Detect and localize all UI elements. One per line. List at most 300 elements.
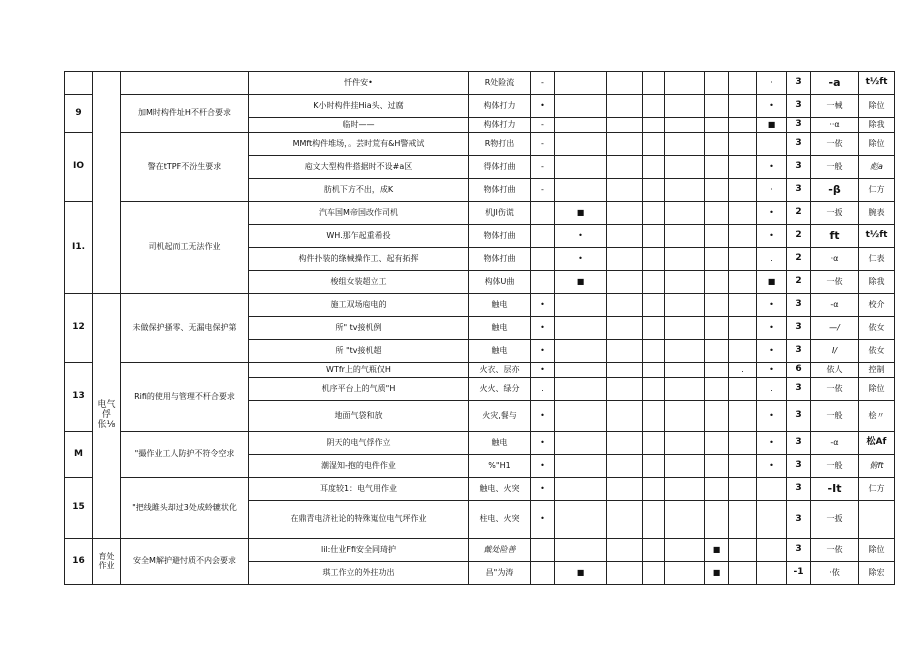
mark-cell bbox=[729, 271, 757, 294]
mark-cell bbox=[607, 156, 643, 179]
mark-cell bbox=[665, 562, 705, 585]
hazard-cell: 加M时构件址H不杆合要求 bbox=[121, 95, 249, 133]
category-cell bbox=[93, 72, 121, 294]
cause-cell: 阴天的电气俘作立 bbox=[249, 432, 469, 455]
mark-cell bbox=[665, 478, 705, 501]
table-row bbox=[65, 294, 895, 317]
mark-cell bbox=[705, 248, 729, 271]
mark-cell bbox=[705, 363, 729, 378]
mark-cell bbox=[643, 72, 665, 95]
cause-cell: 琪工作立的外拄功出 bbox=[249, 562, 469, 585]
mark-cell bbox=[665, 432, 705, 455]
mark-cell bbox=[665, 248, 705, 271]
accident-type-cell: 触电 bbox=[469, 294, 531, 317]
cause-cell: 地面气袋和放 bbox=[249, 401, 469, 432]
mark-cell bbox=[555, 363, 607, 378]
mark-cell: - bbox=[531, 156, 555, 179]
mark-cell: • bbox=[757, 401, 787, 432]
mark-cell bbox=[729, 317, 757, 340]
mark-cell: · bbox=[757, 72, 787, 95]
mark-cell bbox=[643, 401, 665, 432]
mark-cell bbox=[729, 95, 757, 118]
mark-cell: ■ bbox=[555, 271, 607, 294]
mark-cell bbox=[643, 202, 665, 225]
level-cell: -1 bbox=[787, 562, 811, 585]
class-cell: 一械 bbox=[811, 95, 859, 118]
mark-cell bbox=[643, 248, 665, 271]
mark-cell: • bbox=[555, 248, 607, 271]
mark-cell: • bbox=[531, 317, 555, 340]
mark-cell: • bbox=[531, 401, 555, 432]
mark-cell bbox=[607, 225, 643, 248]
cause-cell: 耳度较1：电气用作业 bbox=[249, 478, 469, 501]
level-cell: 3 bbox=[787, 378, 811, 401]
class-cell: 一扳 bbox=[811, 501, 859, 539]
hazard-cell bbox=[121, 72, 249, 95]
mark-cell: ■ bbox=[757, 271, 787, 294]
accident-type-cell: 构体打力 bbox=[469, 118, 531, 133]
level-cell: 3 bbox=[787, 156, 811, 179]
mark-cell: - bbox=[531, 179, 555, 202]
mark-cell bbox=[555, 156, 607, 179]
mark-cell bbox=[729, 225, 757, 248]
mark-cell bbox=[729, 340, 757, 363]
table-row bbox=[65, 95, 895, 118]
mark-cell bbox=[729, 118, 757, 133]
class-cell: 一依 bbox=[811, 539, 859, 562]
mark-cell bbox=[665, 363, 705, 378]
mark-cell bbox=[555, 539, 607, 562]
level-cell: 3 bbox=[787, 340, 811, 363]
control-cell: 除位 bbox=[859, 95, 895, 118]
class-cell: 一般 bbox=[811, 401, 859, 432]
mark-cell: • bbox=[757, 363, 787, 378]
table-row bbox=[65, 202, 895, 225]
mark-cell: • bbox=[757, 202, 787, 225]
class-cell: 一依 bbox=[811, 378, 859, 401]
mark-cell bbox=[665, 539, 705, 562]
mark-cell: • bbox=[757, 95, 787, 118]
cause-cell: 机序平台上的气质"H bbox=[249, 378, 469, 401]
mark-cell bbox=[555, 133, 607, 156]
control-cell: 除位 bbox=[859, 378, 895, 401]
mark-cell bbox=[531, 225, 555, 248]
mark-cell bbox=[705, 225, 729, 248]
level-cell: 3 bbox=[787, 72, 811, 95]
mark-cell: . bbox=[757, 248, 787, 271]
item-number: I1. bbox=[65, 202, 93, 294]
level-cell: 2 bbox=[787, 225, 811, 248]
mark-cell: ■ bbox=[555, 202, 607, 225]
mark-cell bbox=[729, 248, 757, 271]
mark-cell: • bbox=[531, 340, 555, 363]
mark-cell bbox=[757, 501, 787, 539]
accident-type-cell: 火灾,餐与 bbox=[469, 401, 531, 432]
level-cell: 6 bbox=[787, 363, 811, 378]
class-cell: ·依 bbox=[811, 562, 859, 585]
level-cell: 3 bbox=[787, 133, 811, 156]
control-cell: 依女 bbox=[859, 317, 895, 340]
mark-cell bbox=[555, 501, 607, 539]
mark-cell bbox=[607, 432, 643, 455]
mark-cell bbox=[705, 179, 729, 202]
mark-cell bbox=[665, 501, 705, 539]
mark-cell bbox=[729, 539, 757, 562]
mark-cell bbox=[643, 562, 665, 585]
table-row bbox=[65, 432, 895, 455]
mark-cell bbox=[607, 271, 643, 294]
mark-cell bbox=[531, 539, 555, 562]
mark-cell bbox=[705, 202, 729, 225]
level-cell: 3 bbox=[787, 401, 811, 432]
mark-cell bbox=[665, 271, 705, 294]
mark-cell bbox=[555, 317, 607, 340]
control-cell: t½ft bbox=[859, 225, 895, 248]
table-row bbox=[65, 133, 895, 156]
accident-type-cell: 触电、火突 bbox=[469, 478, 531, 501]
mark-cell bbox=[729, 133, 757, 156]
cause-cell: 潮湿知-抱的电件作业 bbox=[249, 455, 469, 478]
mark-cell bbox=[555, 118, 607, 133]
accident-type-cell: 机JI伤谎 bbox=[469, 202, 531, 225]
accident-type-cell: 物体打曲 bbox=[469, 248, 531, 271]
control-cell: 除宏 bbox=[859, 562, 895, 585]
mark-cell bbox=[643, 501, 665, 539]
cause-cell: 在鼎青电济社论的特殊嵬位电气坪作业 bbox=[249, 501, 469, 539]
mark-cell bbox=[607, 294, 643, 317]
mark-cell bbox=[643, 156, 665, 179]
mark-cell: • bbox=[757, 340, 787, 363]
level-cell: 2 bbox=[787, 248, 811, 271]
level-cell: 3 bbox=[787, 501, 811, 539]
level-cell: 3 bbox=[787, 317, 811, 340]
category-cell: 电气俘 伥⅛ bbox=[93, 294, 121, 539]
mark-cell bbox=[705, 156, 729, 179]
cause-cell: 庖文大型构件搭据时不设#a区 bbox=[249, 156, 469, 179]
mark-cell bbox=[705, 401, 729, 432]
mark-cell bbox=[705, 95, 729, 118]
mark-cell bbox=[607, 133, 643, 156]
mark-cell bbox=[643, 539, 665, 562]
mark-cell bbox=[555, 179, 607, 202]
mark-cell bbox=[643, 432, 665, 455]
mark-cell: • bbox=[757, 156, 787, 179]
level-cell: 3 bbox=[787, 539, 811, 562]
class-cell: 一般 bbox=[811, 156, 859, 179]
accident-type-cell: 构体打力 bbox=[469, 95, 531, 118]
level-cell: 3 bbox=[787, 95, 811, 118]
mark-cell bbox=[607, 72, 643, 95]
accident-type-cell: 触电 bbox=[469, 340, 531, 363]
mark-cell bbox=[643, 455, 665, 478]
cause-cell: 所" tv接机例 bbox=[249, 317, 469, 340]
level-cell: 3 bbox=[787, 432, 811, 455]
cause-cell: WTfr上的气瓶仅H bbox=[249, 363, 469, 378]
mark-cell bbox=[729, 156, 757, 179]
mark-cell bbox=[665, 225, 705, 248]
mark-cell bbox=[643, 225, 665, 248]
mark-cell: • bbox=[531, 432, 555, 455]
mark-cell bbox=[555, 455, 607, 478]
mark-cell: • bbox=[555, 225, 607, 248]
mark-cell bbox=[607, 401, 643, 432]
mark-cell bbox=[643, 271, 665, 294]
accident-type-cell: 柱电、火突 bbox=[469, 501, 531, 539]
mark-cell bbox=[607, 179, 643, 202]
class-cell: I/ bbox=[811, 340, 859, 363]
accident-type-cell: 触电 bbox=[469, 317, 531, 340]
mark-cell bbox=[729, 455, 757, 478]
control-cell: 除位 bbox=[859, 539, 895, 562]
mark-cell bbox=[705, 378, 729, 401]
mark-cell bbox=[607, 118, 643, 133]
mark-cell: ■ bbox=[705, 562, 729, 585]
mark-cell bbox=[555, 401, 607, 432]
level-cell: 2 bbox=[787, 202, 811, 225]
item-number bbox=[65, 72, 93, 95]
mark-cell bbox=[607, 95, 643, 118]
mark-cell bbox=[607, 248, 643, 271]
control-cell: 依女 bbox=[859, 340, 895, 363]
control-cell: t½ft bbox=[859, 72, 895, 95]
mark-cell bbox=[665, 72, 705, 95]
hazard-cell: "把线雎头却过3处成蛉辘状化 bbox=[121, 478, 249, 539]
class-cell: ·α bbox=[811, 248, 859, 271]
mark-cell: . bbox=[729, 363, 757, 378]
class-cell: 一扳 bbox=[811, 202, 859, 225]
mark-cell bbox=[757, 539, 787, 562]
mark-cell: • bbox=[757, 294, 787, 317]
cause-cell: 施工双场庖电的 bbox=[249, 294, 469, 317]
class-cell: -α bbox=[811, 294, 859, 317]
mark-cell bbox=[643, 118, 665, 133]
level-cell: 3 bbox=[787, 179, 811, 202]
level-cell: 3 bbox=[787, 478, 811, 501]
mark-cell: - bbox=[531, 133, 555, 156]
accident-type-cell: 昌"为涛 bbox=[469, 562, 531, 585]
class-cell: 依人 bbox=[811, 363, 859, 378]
mark-cell bbox=[607, 455, 643, 478]
accident-type-cell: %"H1 bbox=[469, 455, 531, 478]
level-cell: 3 bbox=[787, 294, 811, 317]
mark-cell bbox=[729, 72, 757, 95]
mark-cell bbox=[555, 478, 607, 501]
mark-cell bbox=[555, 294, 607, 317]
mark-cell bbox=[705, 72, 729, 95]
mark-cell bbox=[757, 133, 787, 156]
mark-cell bbox=[729, 562, 757, 585]
table-row bbox=[65, 363, 895, 378]
mark-cell bbox=[643, 294, 665, 317]
mark-cell bbox=[555, 72, 607, 95]
cause-cell: 忏件安• bbox=[249, 72, 469, 95]
cause-cell: K小时构件挂Hia头、过腐 bbox=[249, 95, 469, 118]
mark-cell: • bbox=[757, 317, 787, 340]
mark-cell bbox=[705, 133, 729, 156]
accident-type-cell: 火衣、层亦 bbox=[469, 363, 531, 378]
hazard-cell: 警在tTPF不汾生要求 bbox=[121, 133, 249, 202]
level-cell: 3 bbox=[787, 455, 811, 478]
mark-cell bbox=[705, 317, 729, 340]
mark-cell bbox=[555, 432, 607, 455]
accident-type-cell: 戴处险善 bbox=[469, 539, 531, 562]
mark-cell: · bbox=[757, 179, 787, 202]
table-row bbox=[65, 478, 895, 501]
mark-cell bbox=[555, 378, 607, 401]
class-cell: 一依 bbox=[811, 133, 859, 156]
mark-cell bbox=[665, 179, 705, 202]
mark-cell bbox=[607, 501, 643, 539]
mark-cell bbox=[531, 202, 555, 225]
mark-cell: - bbox=[531, 72, 555, 95]
mark-cell bbox=[665, 401, 705, 432]
class-cell: -α bbox=[811, 432, 859, 455]
cause-cell: lil:仕业Ffi安全同琦护 bbox=[249, 539, 469, 562]
control-cell: 仁表 bbox=[859, 248, 895, 271]
hazard-cell: Rifi的使用与管理不杆合要求 bbox=[121, 363, 249, 432]
mark-cell bbox=[705, 294, 729, 317]
accident-type-cell: 触电 bbox=[469, 432, 531, 455]
control-cell: 腕表 bbox=[859, 202, 895, 225]
mark-cell bbox=[643, 95, 665, 118]
mark-cell: ■ bbox=[705, 539, 729, 562]
mark-cell bbox=[643, 179, 665, 202]
hazard-cell: 安全M解护避忖质不内会要求 bbox=[121, 539, 249, 585]
control-cell: 仁方 bbox=[859, 179, 895, 202]
control-cell: 除位 bbox=[859, 133, 895, 156]
cause-cell: 肪机下方不出，成K bbox=[249, 179, 469, 202]
level-cell: 3 bbox=[787, 118, 811, 133]
mark-cell bbox=[729, 401, 757, 432]
cause-cell: 汽车国M帝国改作司机 bbox=[249, 202, 469, 225]
item-number: 16 bbox=[65, 539, 93, 585]
mark-cell: • bbox=[531, 363, 555, 378]
mark-cell bbox=[705, 118, 729, 133]
mark-cell bbox=[607, 363, 643, 378]
control-cell: 松Af bbox=[859, 432, 895, 455]
mark-cell bbox=[705, 432, 729, 455]
mark-cell bbox=[757, 562, 787, 585]
cause-cell: 临时—— bbox=[249, 118, 469, 133]
mark-cell bbox=[729, 478, 757, 501]
class-cell: ··α bbox=[811, 118, 859, 133]
item-number: 15 bbox=[65, 478, 93, 539]
mark-cell: • bbox=[531, 455, 555, 478]
hazard-cell: 未做保护搔零、无漏电保护第 bbox=[121, 294, 249, 363]
item-number: IO bbox=[65, 133, 93, 202]
class-cell: 一般 bbox=[811, 455, 859, 478]
table-row bbox=[65, 72, 895, 95]
control-cell: 除我 bbox=[859, 271, 895, 294]
mark-cell bbox=[607, 478, 643, 501]
mark-cell bbox=[729, 202, 757, 225]
cause-cell: 梭组女装超立工 bbox=[249, 271, 469, 294]
risk-assessment-table bbox=[64, 71, 895, 585]
accident-type-cell: 构体U曲 bbox=[469, 271, 531, 294]
level-cell: 2 bbox=[787, 271, 811, 294]
mark-cell bbox=[607, 340, 643, 363]
mark-cell: • bbox=[531, 501, 555, 539]
mark-cell: • bbox=[531, 294, 555, 317]
mark-cell: ■ bbox=[757, 118, 787, 133]
mark-cell bbox=[531, 271, 555, 294]
mark-cell bbox=[555, 95, 607, 118]
mark-cell bbox=[607, 378, 643, 401]
item-number: 9 bbox=[65, 95, 93, 133]
mark-cell bbox=[705, 340, 729, 363]
mark-cell: . bbox=[757, 378, 787, 401]
control-cell: 除我 bbox=[859, 118, 895, 133]
mark-cell bbox=[643, 317, 665, 340]
mark-cell bbox=[705, 271, 729, 294]
mark-cell bbox=[729, 294, 757, 317]
mark-cell: . bbox=[531, 378, 555, 401]
category-cell: 育处 作业 bbox=[93, 539, 121, 585]
mark-cell bbox=[705, 478, 729, 501]
mark-cell bbox=[665, 202, 705, 225]
cause-cell: WH.那乍起重希投 bbox=[249, 225, 469, 248]
mark-cell bbox=[607, 539, 643, 562]
mark-cell: • bbox=[757, 432, 787, 455]
mark-cell: • bbox=[757, 225, 787, 248]
mark-cell bbox=[665, 378, 705, 401]
accident-type-cell: R物打出 bbox=[469, 133, 531, 156]
accident-type-cell: 火火、绿分 bbox=[469, 378, 531, 401]
cause-cell: 构件扑装的绦械操作工、起有拓挥 bbox=[249, 248, 469, 271]
cause-cell: 所 "tv接机超 bbox=[249, 340, 469, 363]
mark-cell bbox=[705, 455, 729, 478]
mark-cell bbox=[643, 378, 665, 401]
mark-cell bbox=[665, 118, 705, 133]
mark-cell bbox=[729, 501, 757, 539]
mark-cell bbox=[729, 378, 757, 401]
control-cell: 校介 bbox=[859, 294, 895, 317]
control-cell: 俯ft bbox=[859, 455, 895, 478]
mark-cell bbox=[531, 248, 555, 271]
mark-cell bbox=[643, 363, 665, 378]
control-cell: 仁方 bbox=[859, 478, 895, 501]
mark-cell bbox=[643, 133, 665, 156]
mark-cell bbox=[643, 478, 665, 501]
item-number: 12 bbox=[65, 294, 93, 363]
control-cell: 桧〃 bbox=[859, 401, 895, 432]
accident-type-cell: R处险流 bbox=[469, 72, 531, 95]
mark-cell bbox=[607, 202, 643, 225]
hazard-cell: "撮作业工人防护不符令空求 bbox=[121, 432, 249, 478]
class-cell: -a bbox=[811, 72, 859, 95]
mark-cell bbox=[607, 317, 643, 340]
mark-cell bbox=[705, 501, 729, 539]
class-cell: -β bbox=[811, 179, 859, 202]
accident-type-cell: 物体打曲 bbox=[469, 179, 531, 202]
mark-cell bbox=[665, 455, 705, 478]
item-number: M bbox=[65, 432, 93, 478]
control-cell: 彪a bbox=[859, 156, 895, 179]
mark-cell bbox=[555, 340, 607, 363]
accident-type-cell: 物体打曲 bbox=[469, 225, 531, 248]
control-cell: 控制 bbox=[859, 363, 895, 378]
class-cell: —/ bbox=[811, 317, 859, 340]
mark-cell bbox=[665, 317, 705, 340]
mark-cell: - bbox=[531, 118, 555, 133]
class-cell: 一依 bbox=[811, 271, 859, 294]
mark-cell bbox=[665, 294, 705, 317]
hazard-cell: 司机起而工无法作业 bbox=[121, 202, 249, 294]
mark-cell: • bbox=[531, 95, 555, 118]
mark-cell bbox=[665, 133, 705, 156]
mark-cell bbox=[729, 432, 757, 455]
mark-cell bbox=[665, 340, 705, 363]
